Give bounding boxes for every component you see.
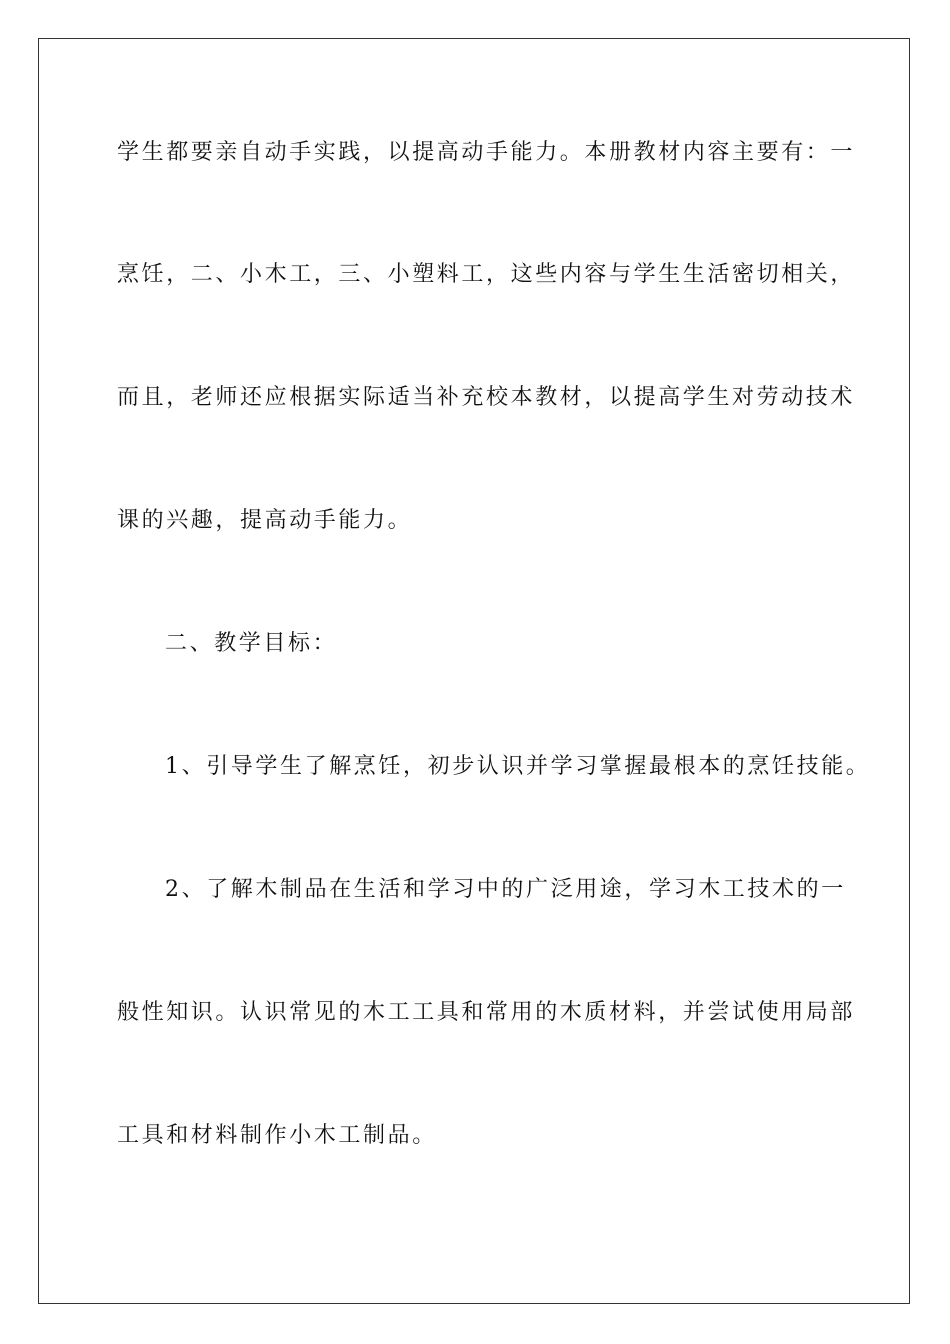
body-text-line-3: 而且，老师还应根据实际适当补充校本教材，以提高学生对劳动技术 (117, 385, 856, 410)
body-text-line-2: 烹饪，二、小木工，三、小塑料工，这些内容与学生生活密切相关， (117, 262, 856, 287)
body-text-line-4: 课的兴趣，提高动手能力。 (117, 508, 413, 533)
body-text-line-1: 学生都要亲自动手实践，以提高动手能力。本册教材内容主要有：一 (117, 140, 856, 165)
goal-item-2-end: 工具和材料制作小木工制品。 (117, 1123, 437, 1148)
goal-item-2: 2、了解木制品在生活和学习中的广泛用途，学习木工技术的一 (165, 877, 846, 902)
goal-item-2-continued: 般性知识。认识常见的木工工具和常用的木质材料，并尝试使用局部 (117, 1000, 856, 1025)
section-heading-teaching-goals: 二、教学目标： (165, 631, 338, 656)
goal-item-1: 1、引导学生了解烹饪，初步认识并学习掌握最根本的烹饪技能。 (165, 754, 871, 779)
page-border (38, 38, 910, 1304)
